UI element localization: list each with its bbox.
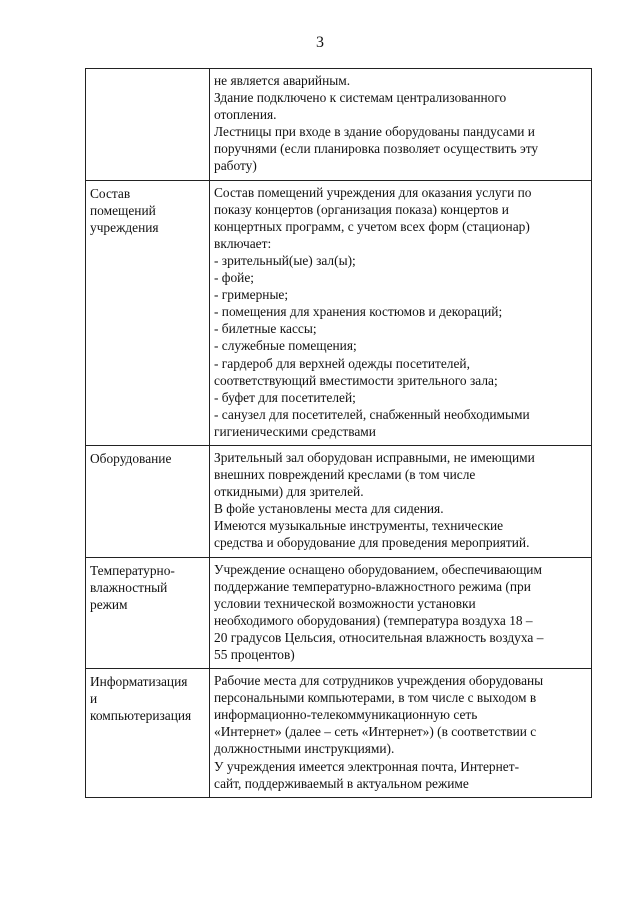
row-label-line: влажностный [90, 579, 168, 595]
row-content-line: - билетные кассы; [214, 321, 317, 337]
row-content-line: средства и оборудование для проведения мероприятий. [214, 535, 530, 551]
row-content-line: Состав помещений учреждения для оказания услуги по [214, 184, 532, 200]
row-content-cell [210, 669, 592, 798]
row-label-line: компьютеризация [90, 708, 192, 724]
row-content-line: поддержание температурно-влажностного режима (при [214, 578, 531, 594]
table-row [86, 445, 592, 557]
row-content-line: внешних повреждений креслами (в том числе [214, 467, 476, 483]
row-label-line: Состав [90, 185, 131, 201]
row-content-line: - гардероб для верхней одежды посетителей, [214, 355, 470, 371]
row-content-line: откидными) для зрителей. [214, 484, 364, 500]
row-content-line: персональными компьютерами, в том числе с выходом в [214, 690, 537, 706]
row-content-line: В фойе установлены места для сидения. [214, 501, 444, 517]
table-row [86, 69, 592, 181]
row-label-line: помещений [90, 202, 156, 218]
row-content-line: - буфет для посетителей; [214, 389, 356, 405]
row-label-line: Оборудование [90, 450, 172, 466]
row-content-line: - гримерные; [214, 287, 289, 303]
row-content-line: поручнями (если планировка позволяет осуществить эту [214, 141, 539, 157]
row-content-cell [210, 69, 592, 181]
row-content-cell [210, 180, 592, 445]
row-content-line: «Интернет» (далее – сеть «Интернет») (в соответствии с [214, 724, 537, 740]
row-content-line: У учреждения имеется электронная почта, Интернет- [214, 758, 520, 774]
row-content-line: сайт, поддерживаемый в актуальном режиме [214, 775, 469, 791]
row-content-line: Зрительный зал оборудован исправными, не имеющими [214, 449, 535, 465]
row-content-line: гигиеническими средствами [214, 423, 376, 439]
row-label-cell [86, 669, 210, 798]
row-content-line: - санузел для посетителей, снабженный необходимыми [214, 406, 530, 422]
requirements-table [85, 68, 592, 798]
row-label-cell [86, 69, 210, 181]
row-content-line: соответствующий вместимости зрительного зала; [214, 372, 498, 388]
page-number: 3 [316, 34, 324, 51]
row-content-line: - служебные помещения; [214, 338, 357, 354]
table-body [86, 69, 592, 798]
row-label-line: Температурно- [90, 562, 175, 578]
row-content-line: - фойе; [214, 270, 255, 286]
row-label-cell [86, 445, 210, 557]
row-label-cell [86, 180, 210, 445]
row-content-line: Лестницы при входе в здание оборудованы пандусами и [214, 124, 535, 140]
row-content-line: Имеются музыкальные инструменты, технические [214, 518, 504, 534]
row-content-line: информационно-телекоммуникационную сеть [214, 707, 478, 723]
row-label-line: и [90, 691, 98, 707]
row-content-line: 55 процентов) [214, 647, 295, 662]
row-label-line: Информатизация [90, 674, 188, 690]
row-content-line: работу) [214, 158, 257, 174]
row-content-line: Рабочие места для сотрудников учреждения оборудованы [214, 673, 544, 689]
row-content-line: показу концертов (организация показа) концертов и [214, 201, 509, 217]
row-content-line: Учреждение оснащено оборудованием, обеспечивающим [214, 561, 542, 577]
row-content-line: необходимого оборудования) (температура воздуха 18 – [214, 612, 533, 628]
row-content-line: не является аварийным. [214, 73, 351, 88]
row-label-line: учреждения [90, 219, 159, 235]
table-row [86, 669, 592, 798]
row-content-line: 20 градусов Цельсия, относительная влажность воздуха – [214, 629, 544, 645]
row-content-line: включает: [214, 235, 272, 251]
row-content-line: концертных программ, с учетом всех форм (стационар) [214, 218, 530, 234]
row-content-cell [210, 557, 592, 669]
row-content-line: - зрительный(ые) зал(ы); [214, 252, 356, 268]
row-content-cell [210, 445, 592, 557]
row-content-line: условии технической возможности установки [214, 595, 476, 611]
row-content-line: должностными инструкциями). [214, 741, 395, 757]
table-row [86, 180, 592, 445]
row-content-line: отопления. [214, 107, 277, 123]
row-label-line: режим [90, 596, 128, 612]
row-content-line: Здание подключено к системам централизованного [214, 90, 507, 106]
table-row [86, 557, 592, 669]
row-label-cell [86, 557, 210, 669]
row-content-line: - помещения для хранения костюмов и декораций; [214, 304, 503, 320]
